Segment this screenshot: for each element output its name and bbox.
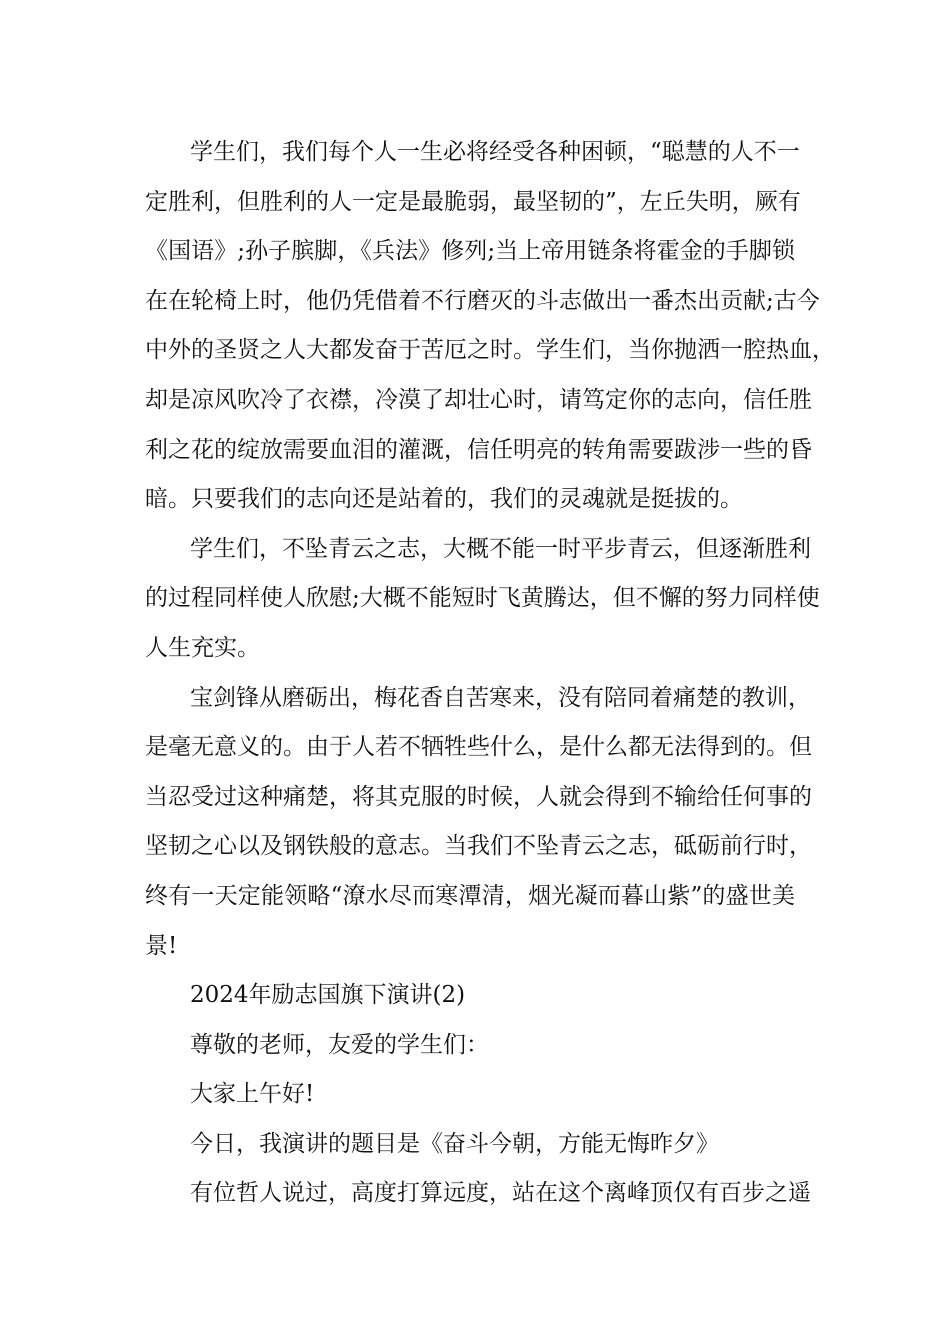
text-line: 今日，我演讲的题目是《奋斗今朝，方能无悔昨夕》 (190, 1130, 719, 1157)
text-line: 终有一天定能领略“潦水尽而寒潭清，烟光凝而暮山紫”的盛世美 (145, 882, 795, 909)
text-line: 坚韧之心以及钢铁般的意志。当我们不坠青云之志，砥砺前行时， (145, 833, 812, 860)
text-line: 宝剑锋从磨砺出，梅花香自苦寒来，没有陪同着痛楚的教训， (190, 684, 811, 711)
text-line: 暗。只要我们的志向还是站着的，我们的灵魂就是挺拔的。 (145, 486, 743, 513)
text-line: 定胜利，但胜利的人一定是最脆弱，最坚韧的”，左丘失明，厥有 (145, 188, 801, 215)
text-line: 人生充实。 (145, 634, 260, 661)
text-line: 《国语》;孙子膑脚，《兵法》修列;当上帝用链条将霍金的手脚锁 (145, 238, 795, 265)
text-line: 有位哲人说过，高度打算远度，站在这个离峰顶仅有百步之遥 (190, 1180, 811, 1207)
text-line: 尊敬的老师，友爱的学生们： (190, 1031, 489, 1058)
text-line: 是毫无意义的。由于人若不牺牲些什么，是什么都无法得到的。但 (145, 734, 812, 761)
text-line: 利之花的绽放需要血泪的灌溉，信任明亮的转角需要跋涉一些的昏 (145, 436, 812, 463)
text-line: 中外的圣贤之人大都发奋于苦厄之时。学生们，当你抛洒一腔热血， (145, 337, 835, 364)
text-line: 学生们，不坠青云之志，大概不能一时平步青云，但逐渐胜利 (190, 535, 811, 562)
text-line: 在在轮椅上时，他仍凭借着不行磨灭的斗志做出一番杰出贡献;古今 (145, 287, 820, 314)
text-line: 2024年励志国旗下演讲(2) (190, 982, 466, 1009)
text-line: 却是凉风吹冷了衣襟，冷漠了却壮心时，请笃定你的志向，信任胜 (145, 386, 812, 413)
text-line: 当忍受过这种痛楚，将其克服的时候，人就会得到不输给任何事的 (145, 783, 812, 810)
text-line: 的过程同样使人欣慰;大概不能短时飞黄腾达，但不懈的努力同样使 (145, 585, 820, 612)
text-line: 景! (145, 932, 178, 959)
document-body (145, 128, 835, 1219)
text-line: 大家上午好! (190, 1081, 315, 1108)
text-line: 学生们，我们每个人一生必将经受各种困顿，“聪慧的人不一 (190, 139, 800, 165)
